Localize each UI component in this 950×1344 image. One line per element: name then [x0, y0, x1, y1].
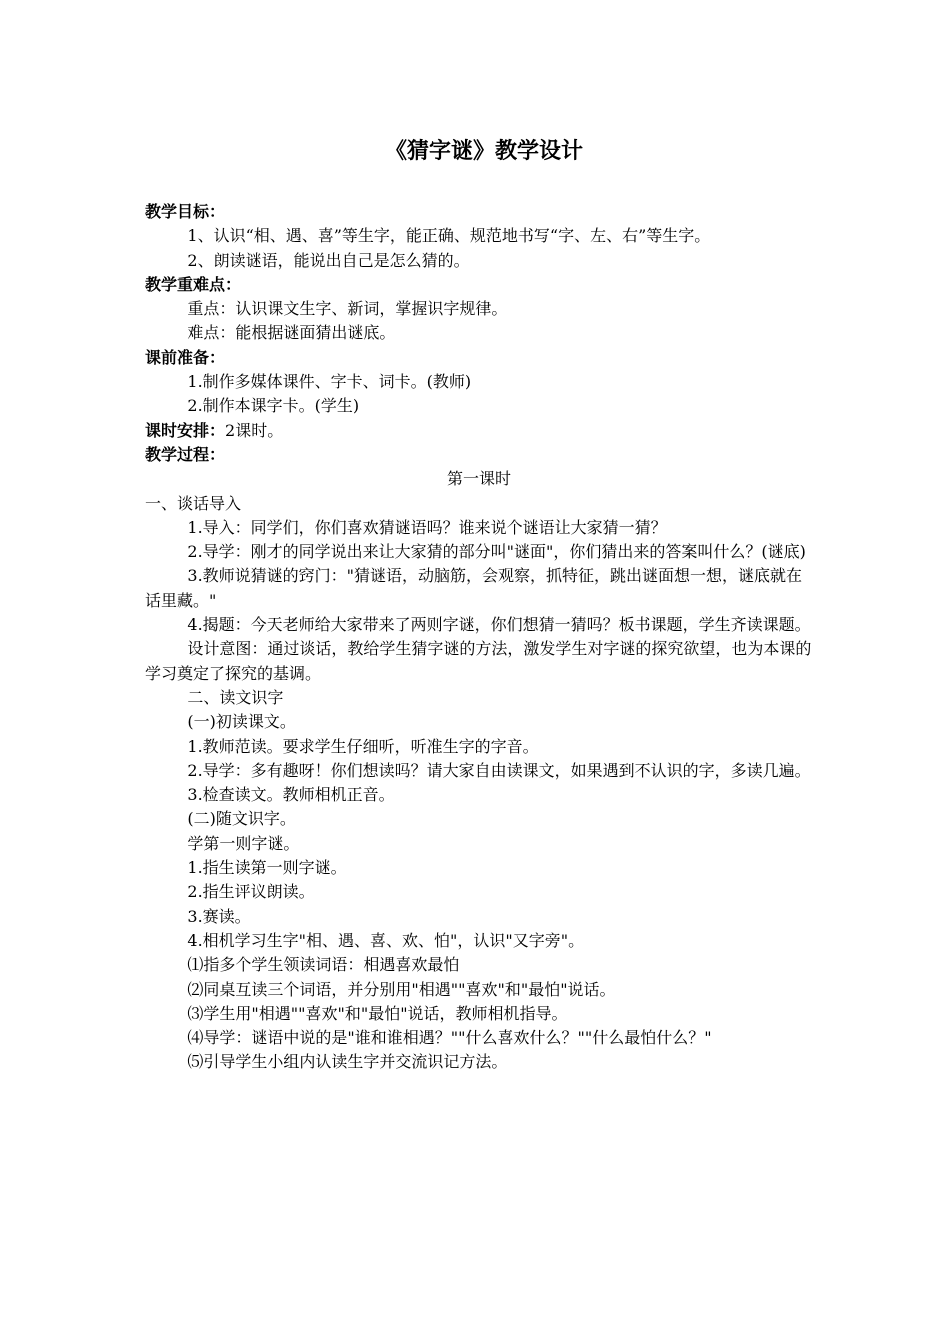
- schedule-heading: 课时安排：: [145, 420, 226, 440]
- section2-sub2-item: 4.相机学习生字"相、遇、喜、欢、怕"，认识"又字旁"。: [187, 930, 585, 950]
- section1-item: 2.导学：刚才的同学说出来让大家猜的部分叫"谜面"，你们猜出来的答案叫什么？(谜底): [187, 542, 806, 562]
- process-heading: 教学过程：: [145, 444, 226, 464]
- section2-sub2-item: ⑶学生用"相遇""喜欢"和"最怕"说话，教师相机指导。: [187, 1003, 568, 1023]
- document-page: [145, 136, 813, 1075]
- section1-item: 1.导入：同学们，你们喜欢猜谜语吗？谁来说个谜语让大家猜一猜？: [187, 517, 667, 537]
- section2-sub1-item: 2.导学：多有趣呀！你们想读吗？请大家自由读课文，如果遇到不认识的字，多读几遍。: [187, 760, 811, 780]
- section2-sub2-item: ⑴指多个学生领读词语：相遇喜欢最怕: [187, 955, 460, 975]
- document-title: 《猜字谜》教学设计: [384, 139, 583, 164]
- difficulty-item: 重点：认识课文生字、新词，掌握识字规律。: [187, 299, 508, 319]
- section1-heading: 一、谈话导入: [145, 493, 242, 513]
- section2-sub2-item: ⑸引导学生小组内认读生字并交流识记方法。: [187, 1052, 508, 1072]
- section2-sub1-item: 3.检查读文。教师相机正音。: [187, 785, 395, 805]
- design-intent: 设计意图：通过谈话，教给学生猜字谜的方法，激发学生对字谜的探究欲望，也为本课的学习奠定了探究的基调。: [145, 639, 812, 683]
- prep-item: 1.制作多媒体课件、字卡、词卡。(教师): [187, 372, 472, 392]
- section1-item: 4.揭题：今天老师给大家带来了两则字谜，你们想猜一猜吗？板书课题，学生齐读课题。: [187, 615, 811, 635]
- section2-sub1-item: 1.教师范读。要求学生仔细听，听准生字的字音。: [187, 736, 539, 756]
- goal-item: 1、认识“相、遇、喜”等生字，能正确、规范地书写“字、左、右”等生字。: [187, 226, 711, 246]
- prep-item: 2.制作本课字卡。(学生): [187, 396, 360, 416]
- goals-heading: 教学目标：: [145, 202, 226, 221]
- section2-sub2: (二)随文识字。: [187, 809, 296, 829]
- goal-item: 2、朗读谜语，能说出自己是怎么猜的。: [187, 250, 470, 270]
- section2-sub2-item: 1.指生读第一则字谜。: [187, 858, 347, 878]
- section2-sub2-item: ⑷导学：谜语中说的是"谁和谁相遇？""什么喜欢什么？""什么最怕什么？": [187, 1028, 712, 1048]
- prep-heading: 课前准备：: [145, 347, 226, 367]
- lesson-title: 第一课时: [446, 469, 511, 489]
- section2-sub2-item: 2.指生评议朗读。: [187, 882, 315, 902]
- section2-sub2-intro: 学第一则字谜。: [187, 833, 300, 853]
- section2-sub2-item: 3.赛读。: [187, 906, 251, 926]
- section1-item: 3.教师说猜谜的窍门："猜谜语，动脑筋，会观察，抓特征，跳出谜面想一想，谜底就在话里藏。": [145, 566, 803, 610]
- schedule-line: [145, 419, 813, 443]
- difficulty-item: 难点：能根据谜面猜出谜底。: [187, 323, 396, 343]
- difficulty-heading: 教学重难点：: [145, 274, 242, 294]
- section2-sub1: (一)初读课文。: [187, 712, 296, 732]
- schedule-value: 2课时。: [225, 420, 284, 440]
- section2-sub2-item: ⑵同桌互读三个词语，并分别用"相遇""喜欢"和"最怕"说话。: [187, 979, 616, 999]
- section2-heading: 二、读文识字: [187, 687, 284, 707]
